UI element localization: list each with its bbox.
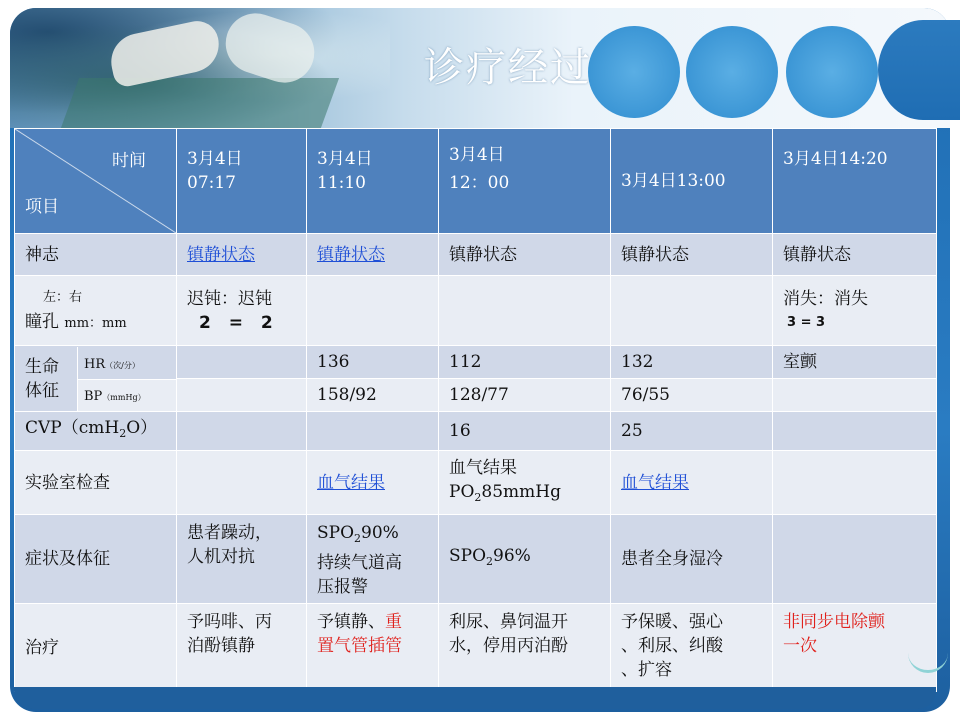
row-symptoms [15,515,937,604]
table-cell: 室颤 [773,346,937,379]
decorative-circle [588,26,680,118]
row-label: 实验室检查 [15,451,177,515]
table-cell: 非同步电除颤 一次 [773,604,937,692]
table-cell: 消失：消失 3 = 3 [773,276,937,346]
table-cell: $SPO_296\%$ [439,515,611,604]
table-cell [177,412,307,451]
table-cell: 迟钝：迟钝 2 = 2 [177,276,307,346]
header-time-2: 3月4日 11:10 [307,129,439,234]
row-label: 神志 [15,234,177,276]
blood-gas-link[interactable]: 血气结果 [317,472,385,493]
consciousness-link[interactable]: 镇静状态 [187,244,255,265]
table-cell: 予保暖、强心 、利尿、纠酸 、扩容 [611,604,773,692]
header-time-5: 3月4日14:20 [773,129,937,234]
table-cell: 予吗啡、丙 泊酚镇静 [177,604,307,692]
blood-gas-link[interactable]: 血气结果 [621,472,689,493]
header-corner-cell [15,129,177,234]
row-label: 生命 体征 HR（次/分） BP（mmHg） [15,346,177,412]
header-time-1: 3月4日 07:17 [177,129,307,234]
table-cell [773,412,937,451]
row-consciousness [15,234,937,276]
table-cell: 血气结果 $PO_285mmHg$ [439,451,611,515]
row-pupil [15,276,937,346]
row-label: 症状及体征 [15,515,177,604]
slide-title: 诊疗经过 [424,45,592,91]
table-cell [307,412,439,451]
header-time-3: 3月4日 12：00 [439,129,611,234]
row-hr [15,346,937,379]
table-cell: 16 [439,412,611,451]
table-cell: 镇静状态 [439,234,611,276]
table-cell: 患者躁动， 人机对抗 [177,515,307,604]
decorative-circle [878,20,960,120]
consciousness-link[interactable]: 镇静状态 [317,244,385,265]
item-axis-label: 项目 [25,197,59,217]
header-time-4: 3月4日13:00 [611,129,773,234]
treatment-timeline-table-container [14,128,936,687]
treatment-timeline-table [14,128,937,692]
row-treatment [15,604,937,692]
table-cell: 76/55 [611,379,773,412]
table-cell: 128/77 [439,379,611,412]
table-header-row [15,129,937,234]
table-cell: 患者全身湿冷 [611,515,773,604]
table-cell [177,379,307,412]
time-axis-label: 时间 [112,151,146,171]
decorative-circle [686,26,778,118]
table-cell: 镇静状态 [611,234,773,276]
table-cell: 158/92 [307,379,439,412]
table-cell: 予镇静、重 置气管插管 [307,604,439,692]
table-cell: 136 [307,346,439,379]
row-cvp [15,412,937,451]
table-cell [177,346,307,379]
row-label: 治疗 [15,604,177,692]
table-cell: 利尿、鼻饲温开 水，停用丙泊酚 [439,604,611,692]
table-cell: 镇静状态 [773,234,937,276]
row-label: CVP（cmH$_2$O） [15,412,177,451]
table-cell: 25 [611,412,773,451]
table-cell: 112 [439,346,611,379]
decorative-circle [786,26,878,118]
row-lab [15,451,937,515]
row-label: 左：右 瞳孔 mm：mm [15,276,177,346]
table-cell: $SPO_290\%$ 持续气道高 压报警 [307,515,439,604]
table-cell [773,379,937,412]
table-cell: 132 [611,346,773,379]
footer-band [14,687,936,709]
